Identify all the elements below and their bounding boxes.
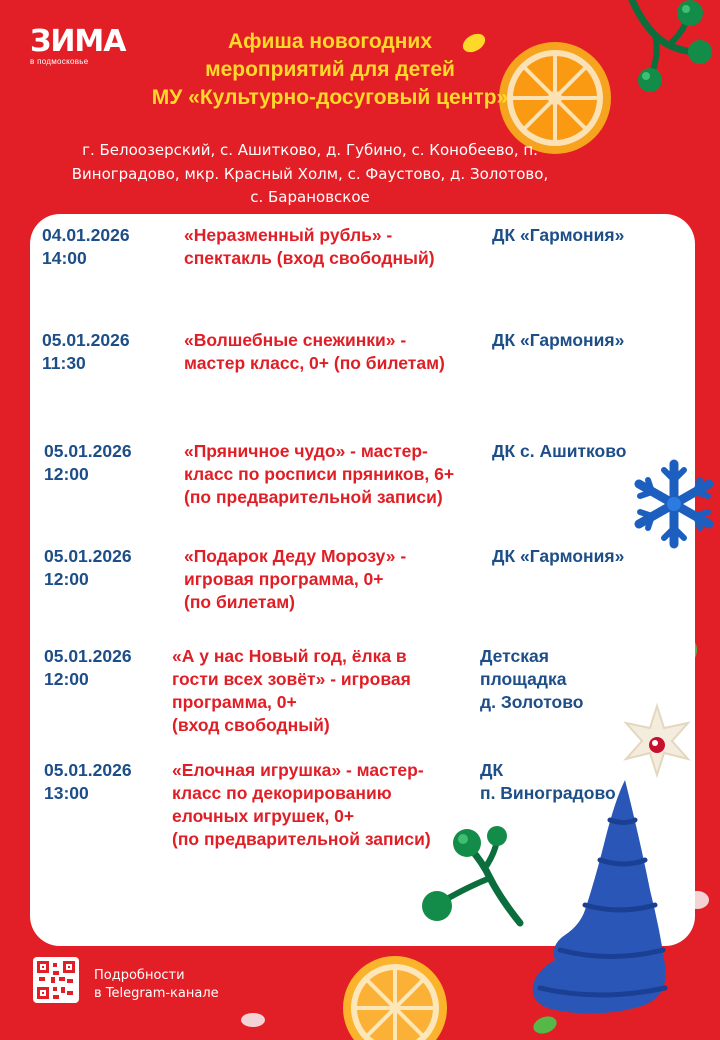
event-date: 05.01.2026 <box>44 441 132 461</box>
event-venue-line: ДК «Гармония» <box>492 225 625 245</box>
star-decoration <box>622 703 692 778</box>
telegram-caption-line-2: в Telegram-канале <box>94 986 219 1001</box>
event-date: 05.01.2026 <box>44 546 132 566</box>
event-description-line: «Елочная игрушка» - мастер- <box>172 760 424 780</box>
logo-sub-text: в подмосковье <box>30 57 89 66</box>
event-venue-line: п. Виноградово <box>480 783 616 803</box>
event-venue-line: Детская <box>480 646 549 666</box>
event-datetime <box>42 329 167 375</box>
telegram-caption-line-1: Подробности <box>94 968 185 983</box>
localities-line-2: Виноградово, мкр. Красный Холм, с. Фаустово, д. Золотово, <box>71 164 549 183</box>
event-date: 04.01.2026 <box>42 225 130 245</box>
event-description-line: программа, 0+ <box>172 692 297 712</box>
event-description <box>184 440 489 509</box>
event-description-line: (по предварительной записи) <box>172 829 431 849</box>
berry-branch-bottom-decoration <box>415 818 525 928</box>
event-time: 12:00 <box>44 569 89 589</box>
event-venue-line: ДК с. Ашитково <box>492 441 627 461</box>
event-date: 05.01.2026 <box>44 760 132 780</box>
localities-list <box>40 139 580 210</box>
event-venue-line: ДК «Гармония» <box>492 546 625 566</box>
snowflake-decoration <box>628 458 720 550</box>
event-datetime <box>44 440 169 486</box>
event-description-line: «А у нас Новый год, ёлка в <box>172 646 407 666</box>
telegram-caption[interactable] <box>94 967 219 1003</box>
event-date: 05.01.2026 <box>44 646 132 666</box>
logo-main-text: ЗИМА <box>30 24 126 59</box>
event-venue <box>492 224 667 247</box>
event-time: 12:00 <box>44 464 89 484</box>
localities-line-3: с. Барановское <box>250 188 370 206</box>
event-time: 12:00 <box>44 669 89 689</box>
event-description-line: «Неразменный рубль» - <box>184 225 393 245</box>
qr-code-icon[interactable] <box>33 957 79 1003</box>
event-description-line: елочных игрушек, 0+ <box>172 806 355 826</box>
event-description-line: класс по росписи пряников, 6+ <box>184 464 455 484</box>
title-line-3: МУ «Культурно-досуговый центр» <box>151 86 509 109</box>
event-description-line: (по предварительной записи) <box>184 487 443 507</box>
event-description-line: гости всех зовёт» - игровая <box>172 669 411 689</box>
event-description-line: игровая программа, 0+ <box>184 569 384 589</box>
title-line-2: мероприятий для детей <box>205 58 455 81</box>
event-description-line: (по билетам) <box>184 592 295 612</box>
event-description <box>184 545 489 614</box>
event-time: 13:00 <box>44 783 89 803</box>
event-venue-line: ДК <box>480 760 504 780</box>
knitted-tree-decoration <box>525 760 675 1020</box>
event-venue-line: д. Золотово <box>480 692 584 712</box>
event-description-line: «Подарок Деду Морозу» - <box>184 546 407 566</box>
title-line-1: Афиша новогодних <box>227 30 433 53</box>
localities-line-1: г. Белоозерский, с. Ашитково, д. Губино, с. Конобеево, п. <box>82 141 538 159</box>
event-time: 11:30 <box>42 353 86 373</box>
event-datetime <box>42 224 167 270</box>
event-description <box>184 224 489 270</box>
qr-code-pattern <box>33 957 79 1003</box>
event-description-line: (вход свободный) <box>172 715 330 735</box>
event-description <box>172 645 477 737</box>
event-date: 05.01.2026 <box>42 330 130 350</box>
event-time: 14:00 <box>42 248 87 268</box>
event-datetime <box>44 645 169 691</box>
page-title <box>70 28 590 112</box>
event-venue-line: площадка <box>480 669 567 689</box>
event-venue <box>492 329 667 352</box>
event-datetime <box>44 759 169 805</box>
event-description-line: «Волшебные снежинки» - <box>184 330 407 350</box>
event-description-line: мастер класс, 0+ (по билетам) <box>184 353 445 373</box>
event-venue-line: ДК «Гармония» <box>492 330 625 350</box>
event-datetime <box>44 545 169 591</box>
event-description-line: класс по декорированию <box>172 783 392 803</box>
event-description-line: «Пряничное чудо» - мастер- <box>184 441 428 461</box>
event-description <box>184 329 489 375</box>
event-description-line: спектакль (вход свободный) <box>184 248 435 268</box>
